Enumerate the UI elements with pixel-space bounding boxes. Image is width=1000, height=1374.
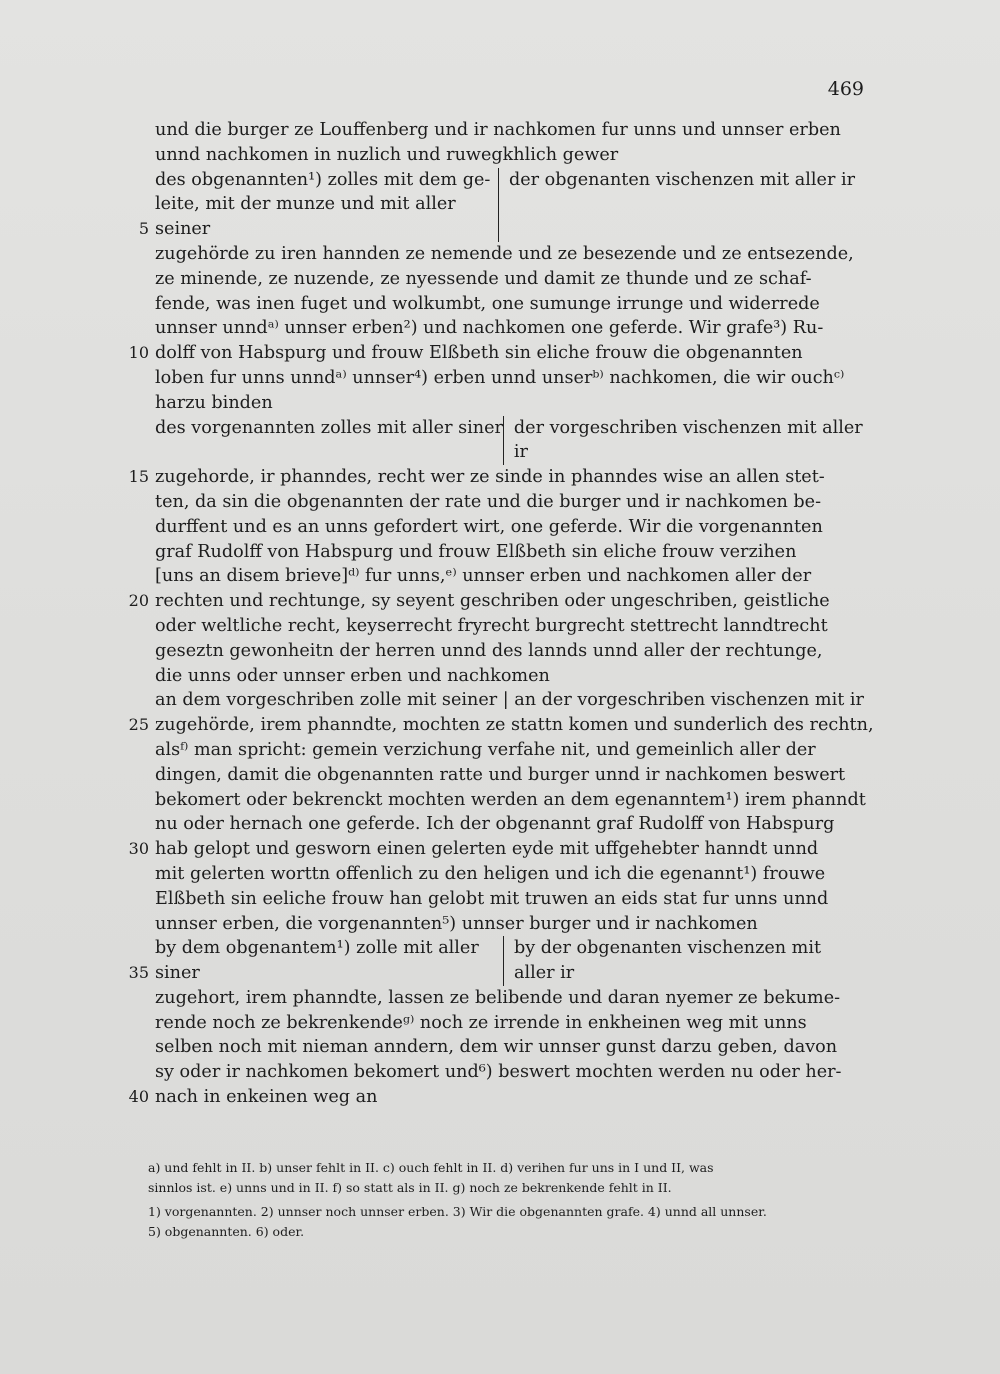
- text-line: 25 zugehörde, irem phanndte, mochten ze stattn komen und sunderlich des rechtn,: [155, 713, 855, 738]
- text-line: nu oder hernach one geferde. Ich der obgenannt graf Rudolff von Habspurg: [155, 814, 835, 835]
- line-number: 10: [128, 343, 149, 363]
- text-line: leite, mit der munze und mit aller: [155, 194, 456, 215]
- line-number: 30: [128, 839, 149, 859]
- text-line: 35 siner: [155, 961, 503, 986]
- text-line: by der obgenanten vischenzen mit: [514, 938, 822, 959]
- footnote-line: 5) obgenannten. 6) oder.: [148, 1224, 305, 1239]
- text-line: der obgenanten vischenzen mit aller ir: [508, 169, 855, 190]
- parallel-variant-block: [155, 416, 863, 466]
- text-line: selben noch mit nieman anndern, dem wir unnser gunst darzu geben, davon: [155, 1037, 838, 1058]
- text-line: die unns oder unnser erben und nachkomen: [155, 665, 550, 686]
- footnote-line: a) und fehlt in II. b) unser fehlt in II. c) ouch fehlt in II. d) verihen fur uns in I und II, was: [148, 1160, 714, 1175]
- text-line: unnser erben, die vorgenannten⁵) unnser burger und ir nachkomen: [155, 913, 758, 934]
- variant-left-column: [128, 936, 503, 986]
- text-line: by dem obgenantem¹) zolle mit aller: [155, 938, 479, 959]
- text-line: rende noch ze bekrenkendeᵍ⁾ noch ze irrende in enkheinen weg mit unns: [155, 1012, 807, 1033]
- text-line: graf Rudolff von Habspurg und frouw Elßbeth sin eliche frouw verzihen: [155, 541, 797, 562]
- footnote-line: 1) vorgenannten. 2) unnser noch unnser erben. 3) Wir die obgenannten grafe. 4) unnd all unnser.: [148, 1204, 767, 1219]
- footnote-line: sinnlos ist. e) unns und in II. f) so statt als in II. g) noch ze bekrenkende fehlt in II.: [148, 1180, 672, 1195]
- variant-right-column: [504, 416, 863, 466]
- text-line: [uns an disem brieve]ᵈ⁾ fur unns,ᵉ⁾ unnser erben und nachkomen aller der: [155, 566, 812, 587]
- body-text: [128, 118, 874, 1110]
- text-line: unnser unndᵃ⁾ unnser erben²) und nachkomen one geferde. Wir grafe³) Ru-: [155, 318, 824, 339]
- text-line: durffent und es an unns gefordert wirt, one geferde. Wir die vorgenannten: [155, 516, 823, 537]
- footnotes-numbered: [148, 1202, 868, 1242]
- text-line: an dem vorgeschriben zolle mit seiner | an der vorgeschriben vischenzen mit ir: [155, 690, 864, 711]
- text-line: Elßbeth sin eeliche frouw han gelobt mit truwen an eids stat fur unns unnd: [155, 888, 829, 909]
- footnotes: [148, 1158, 868, 1246]
- variant-right-column: [504, 936, 855, 986]
- text-line: fende, was inen fuget und wolkumbt, one sumunge irrunge und widerrede: [155, 293, 820, 314]
- text-line: geseztn gewonheitn der herren unnd des lannds unnd aller der rechtunge,: [155, 640, 823, 661]
- line-number: 40: [128, 1087, 149, 1107]
- text-line: loben fur unns unndᵃ⁾ unnser⁴) erben unnd unserᵇ⁾ nachkomen, die wir ouchᶜ⁾: [155, 367, 845, 388]
- line-number: 35: [128, 963, 149, 983]
- text-line: 40 nach in enkeinen weg an: [155, 1085, 855, 1110]
- page-number: 469: [827, 78, 864, 100]
- text-line: der vorgeschriben vischenzen mit aller: [513, 417, 863, 438]
- text-line: zugehörde zu iren hannden ze nemende und ze besezende und ze entsezende,: [155, 243, 854, 264]
- text-line: 10 dolff von Habspurg und frouw Elßbeth sin eliche frouw die obgenannten: [155, 341, 855, 366]
- text-line: 30 hab gelopt und gesworn einen gelerten eyde mit uffgehebter hanndt unnd: [155, 837, 855, 862]
- line-number: 20: [128, 591, 149, 611]
- text-line: bekomert oder bekrenckt mochten werden an dem egenanntem¹) irem phanndt: [155, 789, 866, 810]
- text-line: aller ir: [514, 963, 575, 984]
- line-number: 5: [138, 219, 149, 239]
- text-line: 15 zugehorde, ir phanndes, recht wer ze sinde in phanndes wise an allen stet-: [155, 465, 855, 490]
- text-line: oder weltliche recht, keyserrecht fryrecht burgrecht stettrecht lanndtrecht: [155, 615, 828, 636]
- text-line: 5 seiner: [155, 217, 498, 242]
- text-line: des vorgenannten zolles mit aller siner: [155, 417, 503, 438]
- text-line: unnd nachkomen in nuzlich und ruwegkhlich gewer: [155, 144, 619, 165]
- parallel-variant-block: [128, 936, 855, 986]
- text-line: [509, 192, 855, 217]
- text-line: ten, da sin die obgenannten der rate und die burger und ir nachkomen be-: [155, 491, 822, 512]
- text-line: 20 rechten und rechtunge, sy seyent geschriben oder ungeschriben, geistliche: [155, 589, 855, 614]
- text-line: sy oder ir nachkomen bekomert und⁶) beswert mochten werden nu oder her-: [155, 1062, 842, 1083]
- text-line: dingen, damit die obgenannten ratte und burger unnd ir nachkomen beswert: [155, 764, 846, 785]
- text-line: [509, 217, 855, 242]
- text-line: [155, 440, 503, 465]
- text-line: ze minende, ze nuzende, ze nyessende und damit ze thunde und ze schaf-: [155, 268, 812, 289]
- parallel-variant-block: [138, 168, 855, 242]
- text-line: harzu binden: [155, 392, 273, 413]
- text-line: mit gelerten worttn offenlich zu den heligen und ich die egenannt¹) frouwe: [155, 863, 826, 884]
- variant-right-column: [499, 168, 855, 242]
- line-number: 25: [128, 715, 149, 735]
- text-line: alsᶠ⁾ man spricht: gemein verzichung verfahe nit, und gemeinlich aller der: [155, 739, 816, 760]
- text-line: und die burger ze Louffenberg und ir nachkomen fur unns und unnser erben: [155, 120, 841, 140]
- text-line: zugehort, irem phanndte, lassen ze belibende und daran nyemer ze bekume-: [155, 987, 841, 1008]
- variant-left-column: [138, 168, 498, 242]
- variant-left-column: [155, 416, 503, 466]
- line-number: 15: [128, 467, 149, 487]
- footnotes-lettered: [148, 1158, 868, 1198]
- text-line: des obgenannten¹) zolles mit dem ge-: [155, 169, 491, 190]
- text-line: ir: [513, 442, 528, 463]
